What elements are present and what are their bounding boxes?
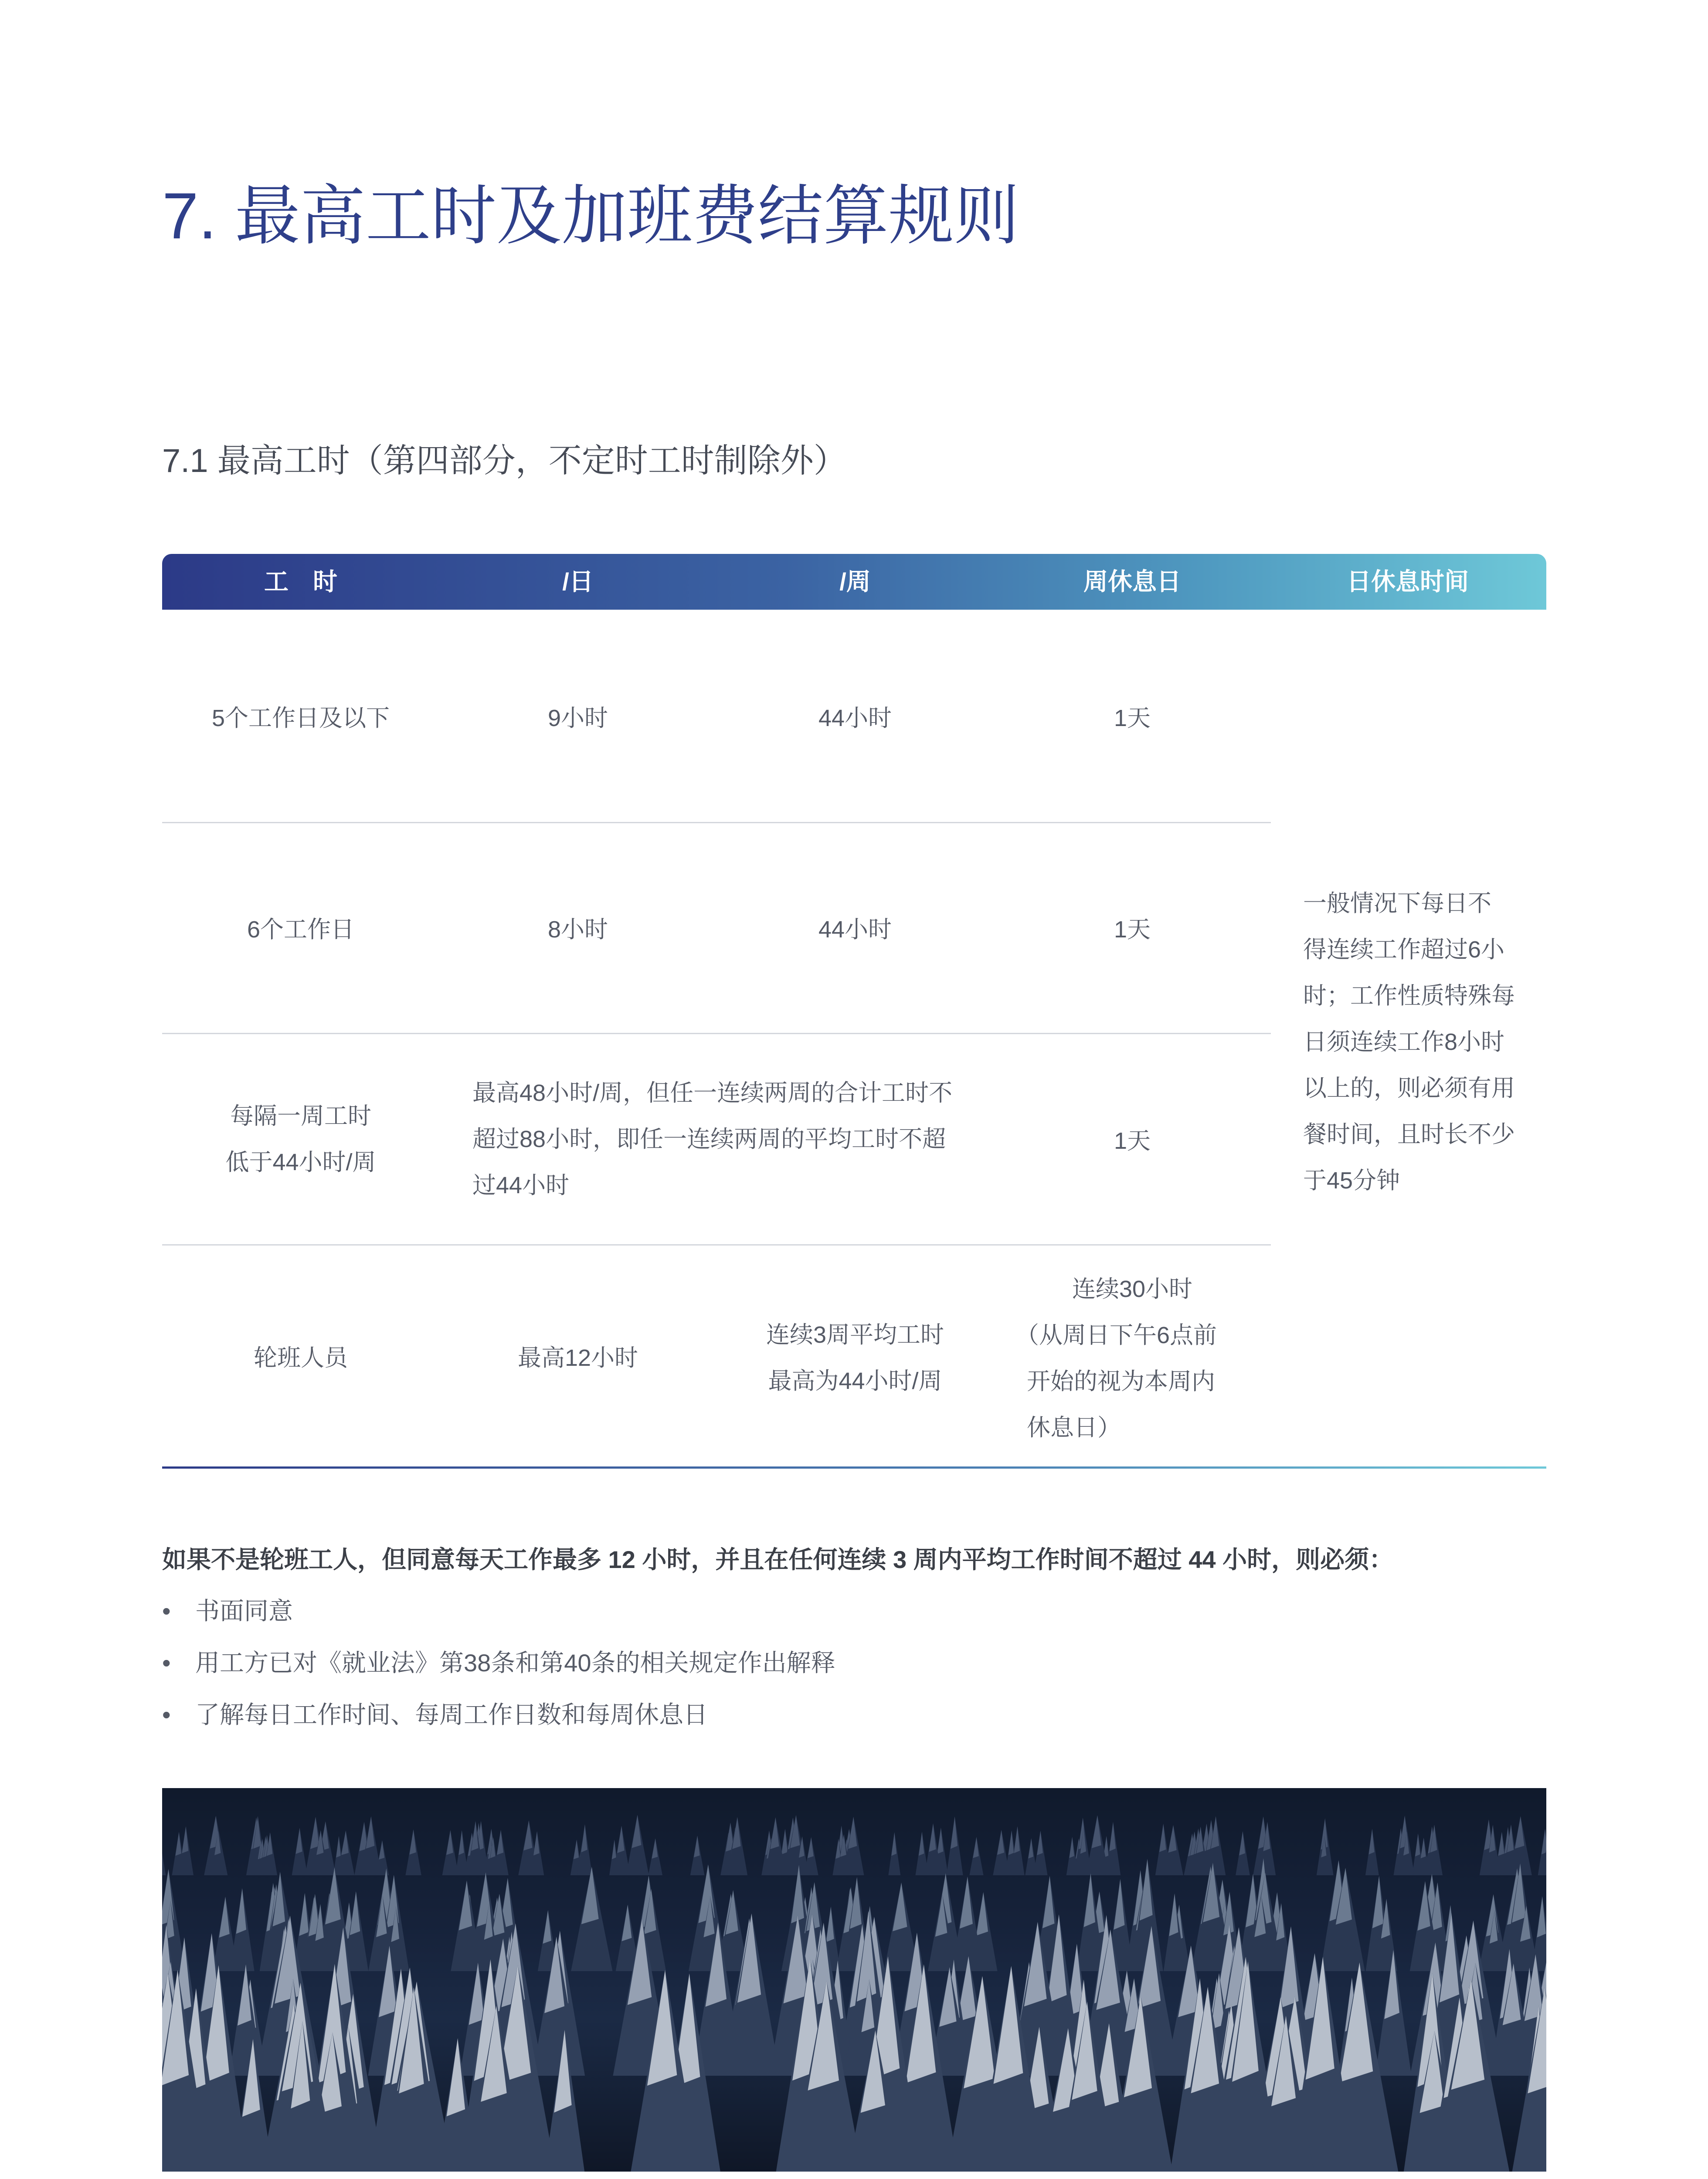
- row1-category: 5个工作日及以下: [211, 705, 390, 731]
- row1-per-day: 9小时: [547, 705, 608, 731]
- forest-photo: [162, 1788, 1546, 2172]
- daily-rest-line: 以上的，则必须有用: [1303, 1075, 1515, 1101]
- row3-category-line2: 低于44小时/周: [225, 1149, 376, 1175]
- header-weekly-rest: 周休息日: [1083, 568, 1181, 595]
- row4-weekly-rest-line4: 休息日）: [1027, 1415, 1121, 1441]
- row4-weekly-rest-line3: 开始的视为本周内: [1027, 1368, 1215, 1395]
- row-divider: [162, 822, 1271, 823]
- header-daily-rest: 日休息时间: [1347, 568, 1469, 595]
- table-bottom-rule: [162, 1466, 1546, 1469]
- bullet-text: 书面同意: [195, 1597, 293, 1625]
- row3-merged-line1: 最高48小时/周，但任一连续两周的合计工时不: [472, 1080, 953, 1106]
- row3-merged-line3: 过44小时: [472, 1172, 570, 1198]
- daily-rest-line: 日须连续工作8小时: [1303, 1029, 1505, 1055]
- note-lead: 如果不是轮班工人，但同意每天工作最多 12 小时，并且在任何连续 3 周内平均工作时间不超过 44 小时，则必须：: [162, 1546, 1394, 1573]
- row2-category: 6个工作日: [247, 916, 355, 943]
- bullet-text: 用工方已对《就业法》第38条和第40条的相关规定作出解释: [195, 1649, 835, 1677]
- row2-weekly-rest: 1天: [1114, 916, 1151, 943]
- row2-per-week: 44小时: [818, 916, 892, 943]
- daily-rest-line: 一般情况下每日不: [1303, 890, 1491, 916]
- row3-merged-line2: 超过88小时，即任一连续两周的平均工时不超: [472, 1126, 946, 1152]
- daily-rest-line: 于45分钟: [1303, 1168, 1400, 1194]
- bullet-text: 了解每日工作时间、每周工作日数和每周休息日: [195, 1701, 708, 1728]
- bullet-icon: •: [162, 1701, 171, 1728]
- row3-category-line1: 每隔一周工时: [230, 1103, 371, 1129]
- page-title: 7. 最高工时及加班费结算规则: [162, 179, 1019, 252]
- bullet-icon: •: [162, 1649, 171, 1677]
- daily-rest-line: 得连续工作超过6小: [1303, 937, 1505, 963]
- row3-weekly-rest: 1天: [1114, 1128, 1151, 1154]
- list-item: [162, 1696, 708, 1731]
- bullet-icon: •: [162, 1597, 171, 1625]
- row4-per-week-line2: 最高为44小时/周: [768, 1368, 942, 1394]
- row4-weekly-rest-line1: 连续30小时: [1072, 1276, 1193, 1302]
- header-per-day: /日: [562, 568, 594, 595]
- row2-per-day: 8小时: [547, 916, 608, 943]
- list-item: [162, 1592, 293, 1627]
- row4-per-week-line1: 连续3周平均工时: [766, 1322, 944, 1348]
- row-divider: [162, 1244, 1271, 1246]
- daily-rest-line: 时；工作性质特殊每: [1303, 983, 1515, 1009]
- list-item: [162, 1644, 835, 1679]
- row-divider: [162, 1033, 1271, 1034]
- row4-weekly-rest-line2: （从周日下午6点前: [1015, 1322, 1217, 1348]
- forest-illustration: [162, 1788, 1546, 2172]
- row4-category: 轮班人员: [254, 1345, 348, 1371]
- section-title: 7.1 最高工时（第四部分，不定时工时制除外）: [162, 442, 847, 479]
- row1-per-week: 44小时: [818, 705, 892, 731]
- header-per-week: /周: [839, 568, 871, 595]
- header-hours: 工 时: [264, 568, 337, 595]
- row4-per-day: 最高12小时: [517, 1345, 638, 1371]
- daily-rest-line: 餐时间，且时长不少: [1303, 1121, 1515, 1147]
- row1-weekly-rest: 1天: [1114, 705, 1151, 731]
- table-header: [162, 554, 1546, 610]
